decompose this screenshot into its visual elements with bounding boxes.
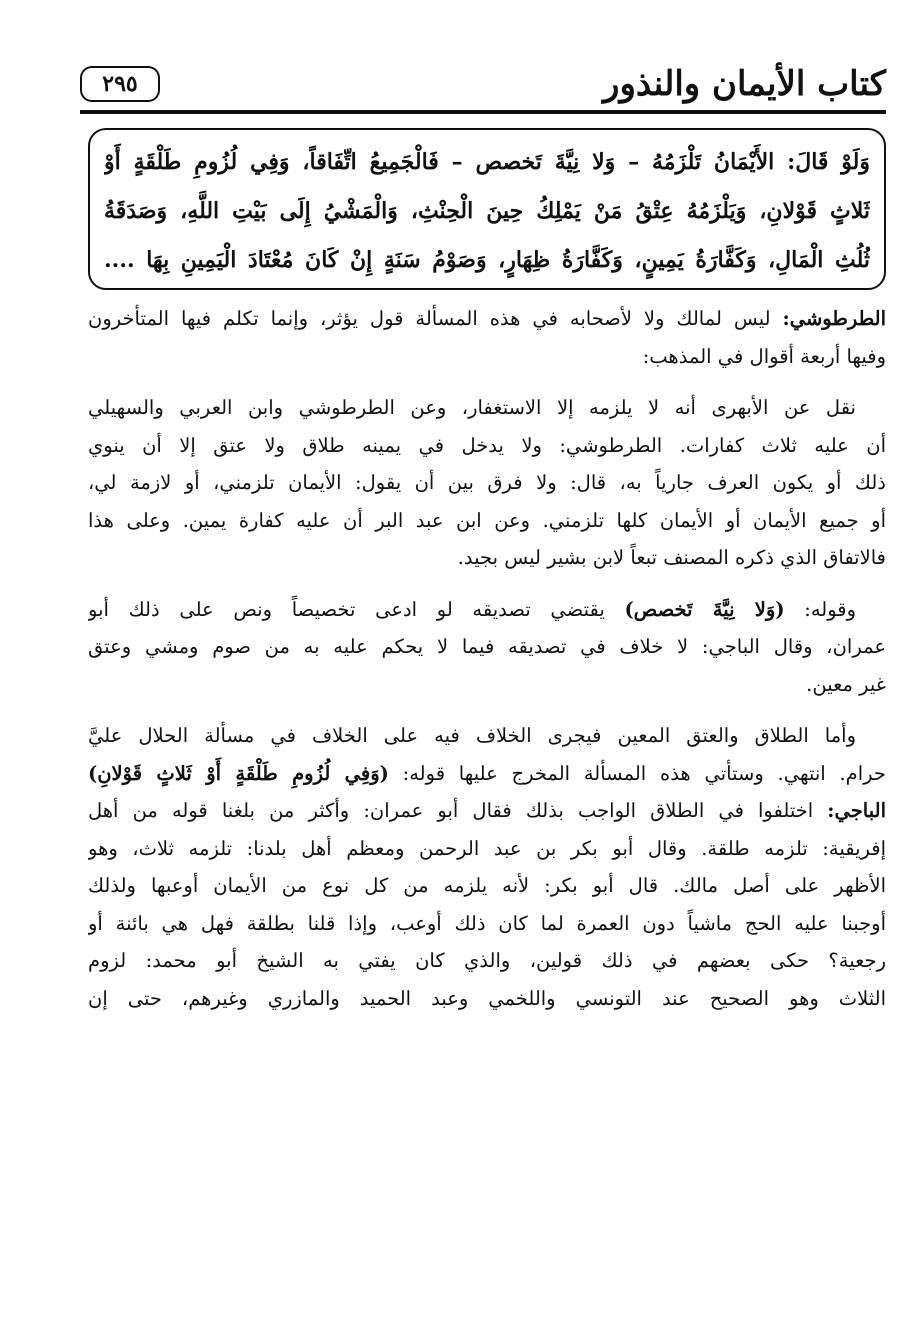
commentary-body	[88, 300, 886, 1017]
author-lead: الطرطوشي:	[782, 307, 886, 330]
matn-line: ثُلُثِ الْمَالِ، وَكَفَّارَةُ يَمِينٍ، وَكَفَّارَةُ ظِهَارٍ، وَصَوْمُ سَنَةٍ إِنْ كَانَ مُعْتَادَ الْيَمِينِ بِهَا ....	[104, 247, 870, 273]
text-line: الباجي: اختلفوا في الطلاق الواجب بذلك فقال أبو عمران: وأكثر من بلغنا قوله من أهل	[88, 799, 886, 822]
page-header	[80, 62, 886, 114]
text-line: أن عليه ثلاث كفارات. الطرطوشي: ولا يدخل في يمينه طلاق ولا عتق إلا أن ينوي	[88, 433, 886, 457]
matn-line: ثَلاثٍ قَوْلانِ، وَيَلْزَمُهُ عِتْقُ مَنْ يَمْلِكُ حِينَ الْحِنْثِ، وَالْمَشْيُ إِلَى بَيْتِ اللَّهِ، وَصَدَقَةُ	[104, 198, 870, 224]
matn-quote: (وَفِي لُزُومِ طَلْقَةٍ أَوْ ثَلاثٍ قَوْلانِ)	[88, 761, 389, 785]
text-line: حرام. انتهي. وستأتي هذه المسألة المخرج عليها قوله: (وَفِي لُزُومِ طَلْقَةٍ أَوْ ثَلاثٍ قَوْلانِ)	[88, 761, 886, 785]
paragraph	[88, 792, 886, 1017]
header-rule	[80, 110, 886, 114]
text-line: ذلك أو يكون العرف جارياً به، قال: ولا فرق بين أن يقول: الأيمان تلزمني، أو لازمة لي،	[88, 471, 886, 494]
running-title: كتاب الأيمان والنذور	[603, 64, 886, 104]
text-line: فالاتفاق الذي ذكره المصنف تبعاً لابن بشير ليس بجيد.	[457, 546, 886, 569]
text-line: وأما الطلاق والعتق المعين فيجرى الخلاف فيه على الخلاف في مسألة الحلال عليَّ	[88, 724, 856, 747]
matn-line: وَلَوْ قَالَ: الأَيْمَانُ تَلْزَمُهُ – وَلا نِيَّةَ تَخصص – فَالْجَمِيعُ اتِّفَاقاً، وَفِي لُزُومِ طَلْقَةٍ أَوْ	[104, 149, 870, 175]
text-line: وقوله: (وَلا نِيَّةَ تَخصص) يقتضي تصديقه لو ادعى تخصيصاً ونص على ذلك أبو	[88, 597, 857, 621]
text-line: وفيها أربعة أقوال في المذهب:	[642, 344, 886, 368]
text-line: أوجبنا عليه الحج ماشياً دون العمرة لما كان ذلك أوعب، وإذا قلنا بطلقة فهل هي بائنة أو	[88, 911, 886, 935]
paragraph	[88, 717, 886, 792]
text-line: الثلاث وهو الصحيح عند التونسي واللخمي وعبد الحميد والمازري وغيرهم، حتى إن	[88, 986, 886, 1010]
text-line: إفريقية: تلزمه طلقة. وقال أبو بكر بن عبد الرحمن ومعظم أهل بلدنا: تلزمه ثلاث، وهو	[88, 836, 886, 860]
text-line: رجعية؟ حكى بعضهم في ذلك قولين، والذي كان يفتي به الشيخ أبو محمد: لزوم	[88, 949, 886, 972]
text-line: نقل عن الأبهرى أنه لا يلزمه إلا الاستغفار، وعن الطرطوشي وابن العربي والسهيلي	[88, 396, 856, 419]
text-line: أو جميع الأيمان أو الأيمان كلها تلزمني. وعن ابن عبد البر أن عليه كفارة يمين. وعلى هذا	[88, 508, 886, 532]
text-line: غير معين.	[806, 672, 886, 696]
text-line: الأظهر على أصل مالك. قال أبو بكر: لأنه يلزمه من كل نوع من الأيمان أوعبها ولذلك	[88, 874, 886, 897]
matn-box	[88, 128, 886, 290]
paragraph	[88, 591, 886, 704]
matn-quote: (وَلا نِيَّةَ تَخصص)	[624, 597, 785, 621]
paragraph	[88, 389, 886, 577]
author-lead: الباجي:	[827, 799, 886, 822]
paragraph	[88, 300, 886, 375]
page-number: ٢٩٥	[80, 66, 160, 102]
text-line: عمران، وقال الباجي: لا خلاف في تصديقه فيما لا يحكم عليه به من صوم ومشي وعتق	[88, 635, 886, 658]
text-line: الطرطوشي: ليس لمالك ولا لأصحابه في هذه المسألة قول يؤثر، وإنما تكلم فيها المتأخرون	[88, 307, 886, 330]
